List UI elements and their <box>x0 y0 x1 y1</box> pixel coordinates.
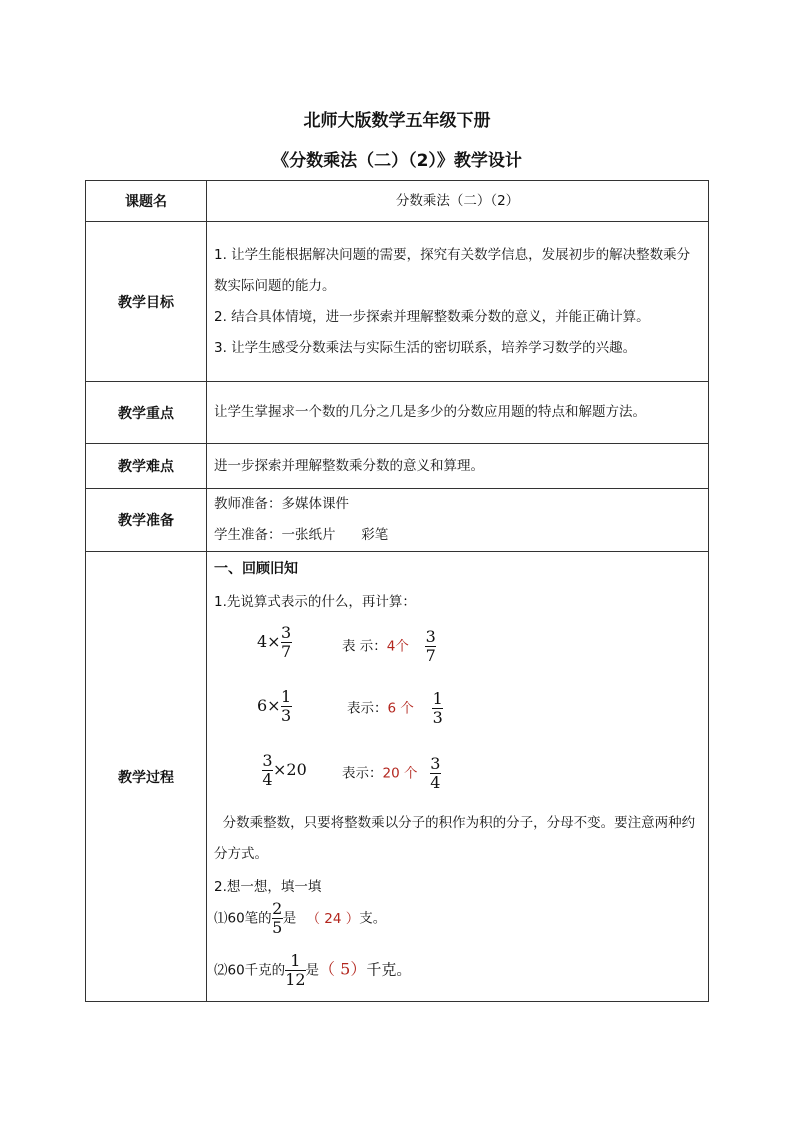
lesson-plan-table <box>85 180 709 1002</box>
row-process <box>86 552 709 1002</box>
row-prep <box>86 489 709 552</box>
key-value: 让学生掌握求一个数的几分之几是多少的分数应用题的特点和解题方法。 <box>207 382 709 444</box>
difficulty-value: 进一步探索并理解整数乘分数的意义和算理。 <box>207 444 709 489</box>
expr-2-meaning: 表示：6 个 $\frac{1}{3}$ <box>347 689 443 727</box>
doc-title: 北师大版数学五年级下册 <box>303 111 491 131</box>
expr-3-meaning: 表示：20 个 $\frac{3}{4}$ <box>342 754 441 792</box>
fill-1-answer: （ 24 ） <box>306 910 360 927</box>
topic-value: 分数乘法（二）（2） <box>207 181 709 222</box>
question-1: 1.先说算式表示的什么，再计算： <box>214 594 416 610</box>
goal-item: 2. 结合具体情境，进一步探索并理解整数乘分数的意义，并能正确计算。 <box>214 308 650 325</box>
question-2: 2.想一想，填一填 <box>214 879 322 895</box>
goals-label: 教学目标 <box>86 222 207 382</box>
key-label: 教学重点 <box>86 382 207 444</box>
row-difficulty <box>86 444 709 489</box>
row-topic <box>86 181 709 222</box>
section-heading: 一、回顾旧知 <box>214 561 298 577</box>
prep-label: 教学准备 <box>86 489 207 552</box>
process-label: 教学过程 <box>86 552 207 1002</box>
goal-item: 3. 让学生感受分数乘法与实际生活的密切联系，培养学习数学的兴趣。 <box>214 339 637 356</box>
process-value <box>207 552 709 1002</box>
topic-label: 课题名 <box>86 181 207 222</box>
goal-item: 1. 让学生能根据解决问题的需要，探究有关数学信息，发展初步的解决整数乘分数实际问题的能力。 <box>214 246 691 294</box>
prep-teacher: 教师准备：多媒体课件 <box>214 496 349 512</box>
row-goals <box>86 222 709 382</box>
expr-1-meaning: 表 示：4个 $\frac{3}{7}$ <box>342 627 436 665</box>
difficulty-label: 教学难点 <box>86 444 207 489</box>
rule-text: 分数乘整数，只要将整数乘以分子的积作为积的分子，分母不变。要注意两种约分方式。 <box>214 815 696 862</box>
row-key <box>86 382 709 444</box>
goals-value <box>207 222 709 382</box>
doc-subtitle: 《分数乘法（二）（2）》教学设计 <box>272 151 522 171</box>
prep-student: 学生准备：一张纸片 彩笔 <box>214 527 389 543</box>
fill-1: ⑴60笔的 $\frac{2}{5}$ 是 （ 24 ）支。 <box>214 899 387 937</box>
fill-2: ⑵60千克的 $\frac{1}{12}$ 是（ 5）千克。 <box>214 951 412 989</box>
fill-2-answer: （ 5） <box>319 959 367 979</box>
expr-1: 4× $\frac{3}{7}$ <box>257 623 292 661</box>
prep-value <box>207 489 709 552</box>
expr-3: $\frac{3}{4}$ ×20 <box>262 751 307 789</box>
expr-2: 6× $\frac{1}{3}$ <box>257 687 292 725</box>
